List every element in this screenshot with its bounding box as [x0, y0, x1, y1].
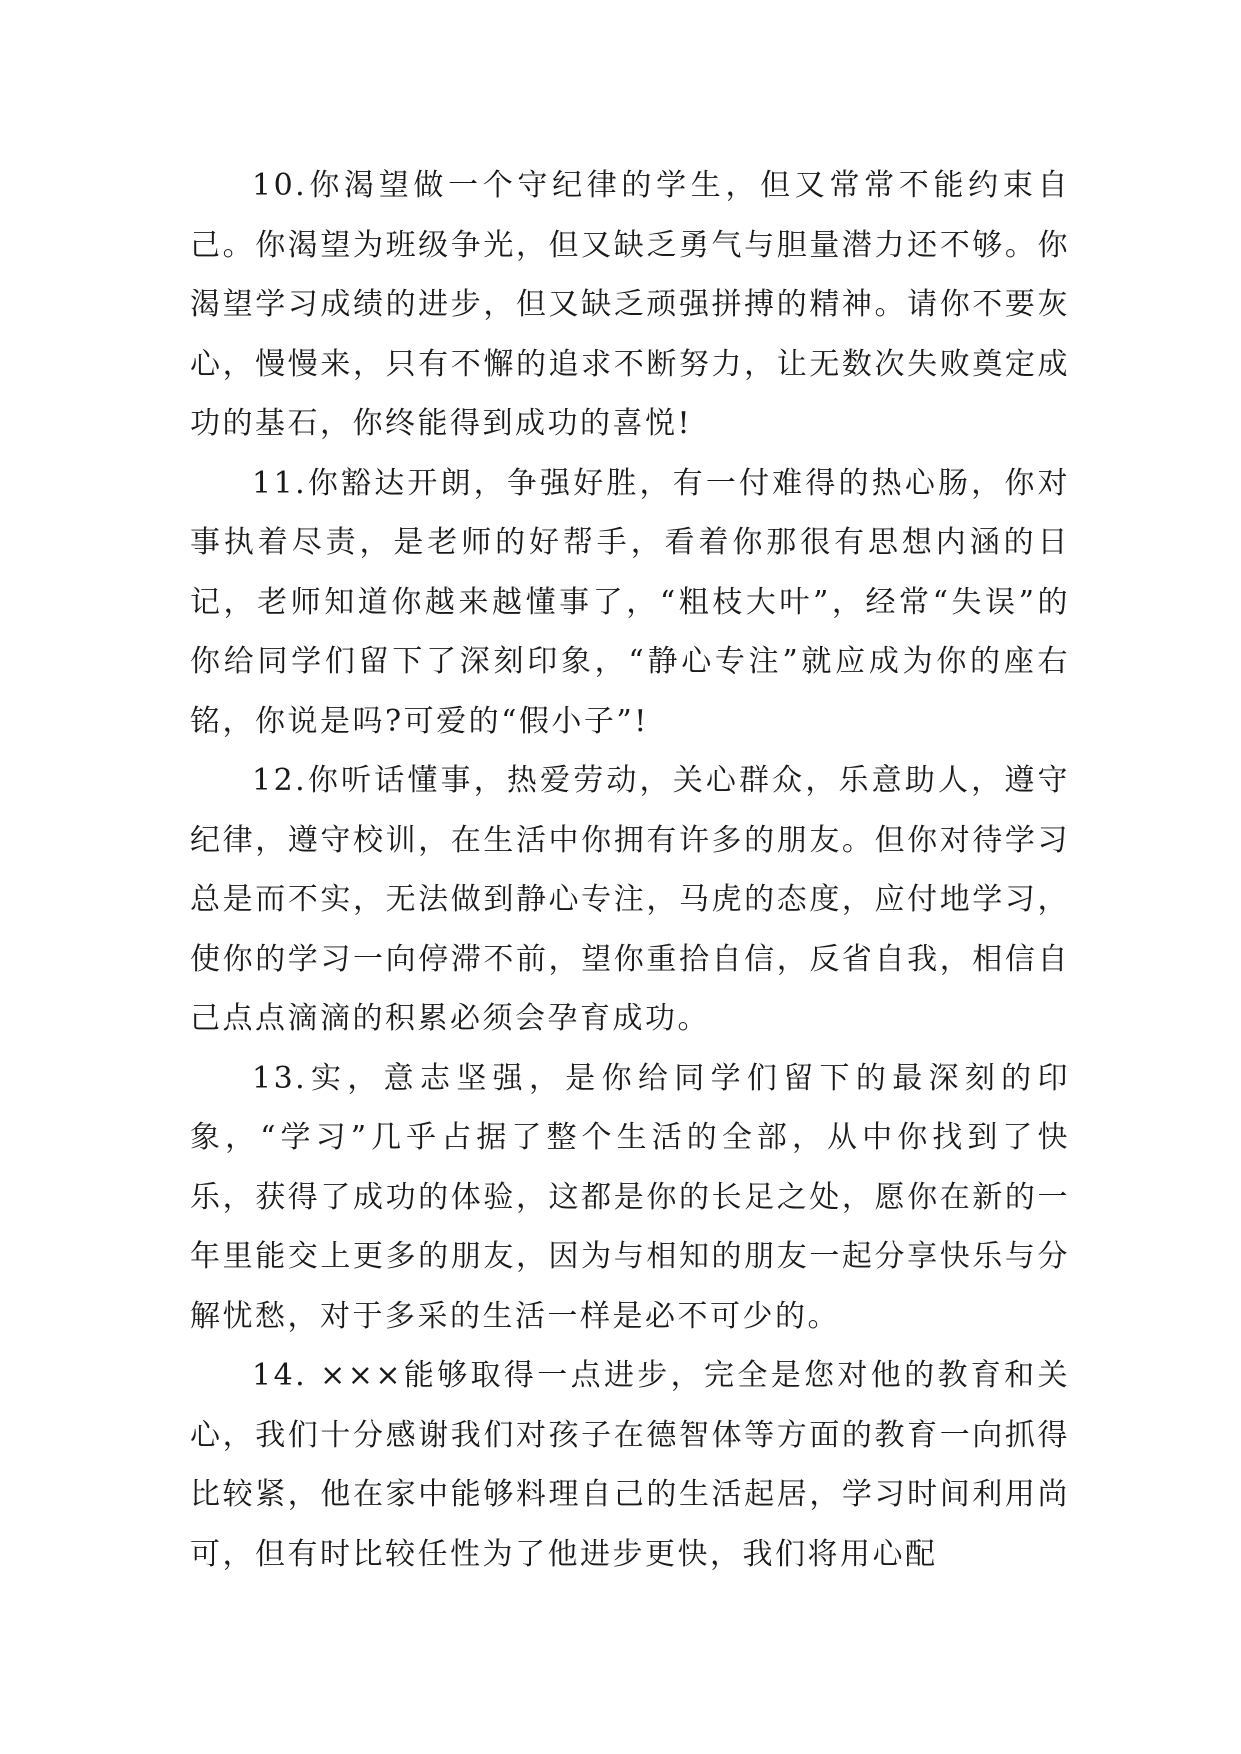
- document-page: [190, 156, 1070, 1584]
- paragraph-text: 实，意志坚强，是你给同学们留下的最深刻的印象，“学习”几乎占据了整个生活的全部，从中你找到了快乐，获得了成功的体验，这都是你的长足之处，愿你在新的一年里能交上更多的朋友，因为与相知的朋友一起分享快乐与分解忧愁，对于多采的生活一样是必不可少的。: [190, 1060, 1070, 1334]
- paragraph-number: 14.: [252, 1358, 308, 1393]
- paragraph-number: 13.: [252, 1060, 308, 1096]
- paragraph-text: 你渴望做一个守纪律的学生，但又常常不能约束自己。你渴望为班级争光，但又缺乏勇气与胆量潜力还不够。你渴望学习成绩的进步，但又缺乏顽强拼搏的精神。请你不要灰心，慢慢来，只有不懈的追求不断努力，让无数次失败奠定成功的基石，你终能得到成功的喜悦!: [190, 168, 1070, 441]
- paragraph-14: [190, 1346, 1070, 1584]
- paragraph-text: 你豁达开朗，争强好胜，有一付难得的热心肠，你对事执着尽责，是老师的好帮手，看着你那很有思想内涵的日记，老师知道你越来越懂事了，“粗枝大叶”，经常“失误”的你给同学们留下了深刻印象，“静心专注”就应成为你的座右铭，你说是吗?可爱的“假小子”!: [190, 465, 1070, 739]
- paragraph-text: ×××能够取得一点进步，完全是您对他的教育和关心，我们十分感谢我们对孩子在德智体等方面的教育一向抓得比较紧，他在家中能够料理自己的生活起居，学习时间利用尚可，但有时比较任性为了他进步更快，我们将用心配: [190, 1358, 1070, 1572]
- paragraph-12: [190, 751, 1070, 1049]
- paragraph-number: 12.: [252, 763, 308, 798]
- paragraph-11: [190, 454, 1070, 752]
- paragraph-number: 10.: [252, 168, 308, 203]
- paragraph-number: 11.: [252, 465, 308, 501]
- paragraph-13: [190, 1049, 1070, 1347]
- paragraph-text: 你听话懂事，热爱劳动，关心群众，乐意助人，遵守纪律，遵守校训，在生活中你拥有许多的朋友。但你对待学习总是而不实，无法做到静心专注，马虎的态度，应付地学习，使你的学习一向停滞不前，望你重拾自信，反省自我，相信自己点点滴滴的积累必须会孕育成功。: [190, 763, 1070, 1036]
- paragraph-10: [190, 156, 1070, 454]
